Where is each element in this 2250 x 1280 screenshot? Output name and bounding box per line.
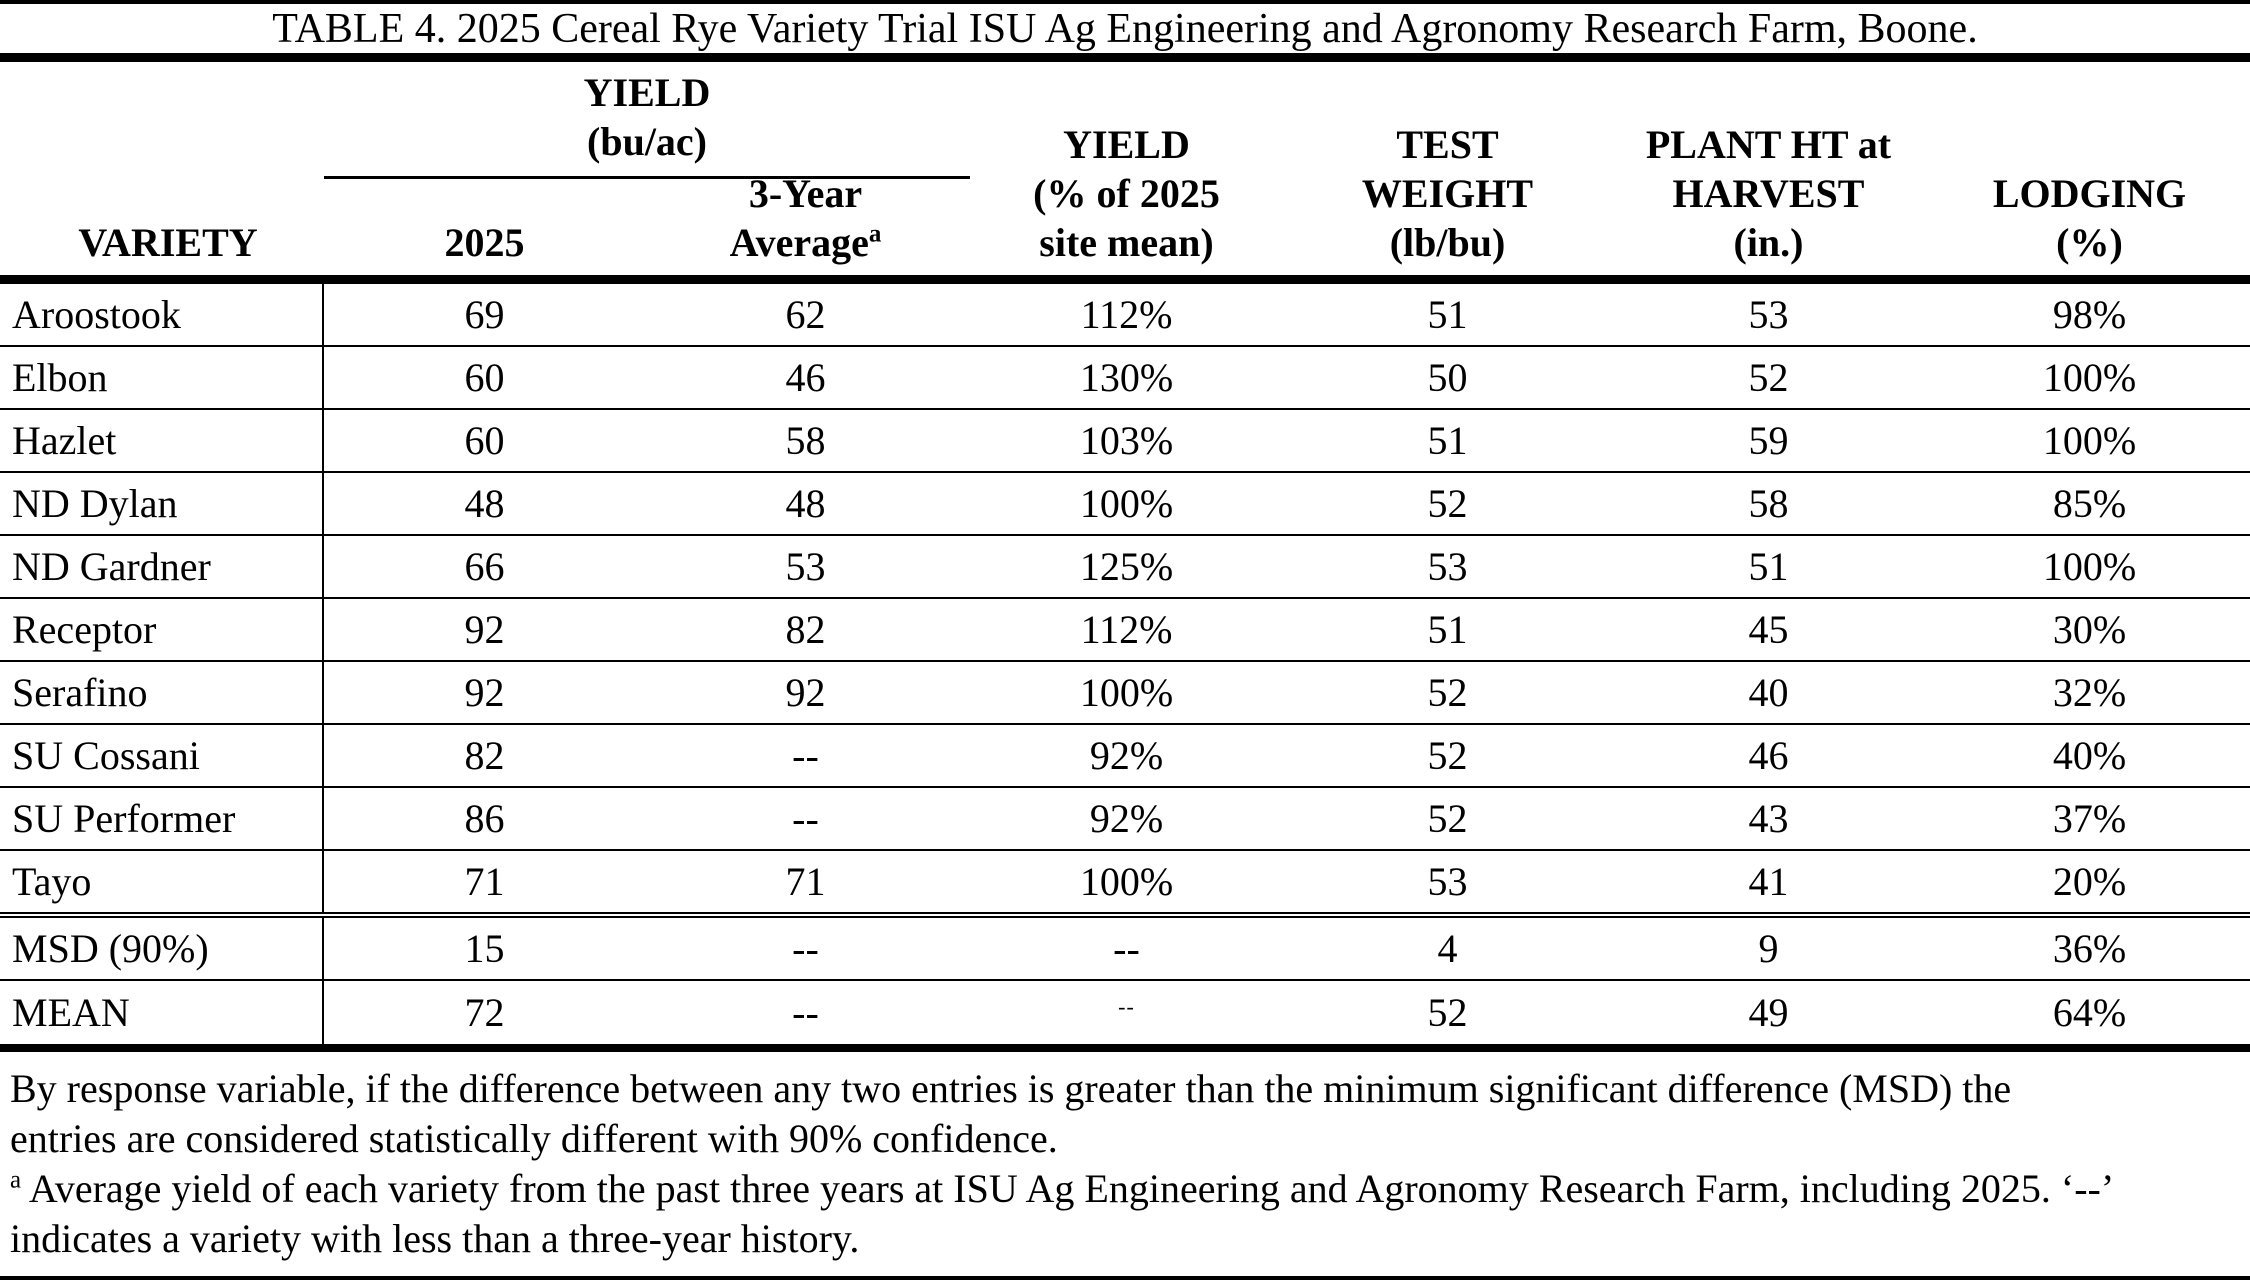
footnote-marker-a: a xyxy=(10,1166,22,1194)
cell-plant-ht: 45 xyxy=(1748,607,1789,652)
cell-yield-3yr: 58 xyxy=(785,418,826,463)
table-row-aroostook xyxy=(0,284,2250,345)
cell-yield-pct: 112% xyxy=(1080,292,1173,337)
cell-test-weight: 52 xyxy=(1427,481,1468,526)
cell-yield-2025: 48 xyxy=(464,481,505,526)
column-header-yield-pct: YIELD (% of 2025 site mean) xyxy=(1033,122,1220,265)
cell-test-weight: 52 xyxy=(1427,670,1468,715)
msd-footnote-line1: By response variable, if the difference between any two entries is greater than the minimum significant difference (MSD) the xyxy=(10,1066,2012,1111)
cell-yield-pct: -- xyxy=(1118,994,1135,1019)
column-header-yield-3yr: 3-Year Average$^a$ xyxy=(729,171,882,265)
cell-yield-2025: 92 xyxy=(464,670,505,715)
msd-footnote-line2: entries are considered statistically different with 90% confidence. xyxy=(10,1116,1058,1161)
footnote-marker-a: a xyxy=(868,220,882,248)
cell-lodging: 32% xyxy=(2052,670,2127,715)
cell-variety: MSD (90%) xyxy=(0,918,324,979)
cell-lodging: 100% xyxy=(2042,355,2137,400)
cell-yield-2025: 60 xyxy=(464,418,505,463)
cell-lodging: 20% xyxy=(2052,859,2127,904)
cell-plant-ht: 52 xyxy=(1748,355,1789,400)
cell-lodging: 100% xyxy=(2042,544,2137,589)
cell-variety: Aroostook xyxy=(0,284,324,345)
cell-plant-ht: 41 xyxy=(1748,859,1789,904)
cell-plant-ht: 43 xyxy=(1748,796,1789,841)
cell-variety: Tayo xyxy=(0,851,324,912)
cell-plant-ht: 51 xyxy=(1748,544,1789,589)
cell-yield-3yr: 62 xyxy=(785,292,826,337)
avg-footnote-line2: indicates a variety with less than a three-year history. xyxy=(10,1216,860,1261)
cell-test-weight: 50 xyxy=(1427,355,1468,400)
column-header-variety: VARIETY xyxy=(78,220,258,265)
cell-test-weight: 52 xyxy=(1427,733,1468,778)
cell-plant-ht: 46 xyxy=(1748,733,1789,778)
cell-yield-pct: 125% xyxy=(1079,544,1174,589)
cell-test-weight: 53 xyxy=(1427,544,1468,589)
cell-yield-3yr: 53 xyxy=(785,544,826,589)
cell-test-weight: 4 xyxy=(1437,926,1458,971)
cell-yield-3yr: 92 xyxy=(785,670,826,715)
cell-yield-2025: 15 xyxy=(464,926,505,971)
cell-yield-2025: 66 xyxy=(464,544,505,589)
cell-test-weight: 51 xyxy=(1427,607,1468,652)
group-header-line1: YIELD xyxy=(583,70,711,115)
table-title-text: TABLE 4. 2025 Cereal Rye Variety Trial ISU Ag Engineering and Agronomy Research Farm, Boone. xyxy=(272,5,1978,52)
cell-plant-ht: 49 xyxy=(1748,990,1789,1035)
cell-yield-3yr: -- xyxy=(792,796,819,841)
cell-yield-pct: -- xyxy=(1113,926,1140,971)
table-row-mean xyxy=(0,979,2250,1044)
cell-variety: Elbon xyxy=(0,347,324,408)
cell-variety: MEAN xyxy=(0,981,324,1044)
cell-variety: Hazlet xyxy=(0,410,324,471)
cell-plant-ht: 53 xyxy=(1748,292,1789,337)
cell-lodging: 98% xyxy=(2052,292,2127,337)
cell-lodging: 37% xyxy=(2052,796,2127,841)
cell-plant-ht: 9 xyxy=(1758,926,1779,971)
table-row-su-performer xyxy=(0,786,2250,849)
cell-test-weight: 52 xyxy=(1427,990,1468,1035)
cell-lodging: 100% xyxy=(2042,418,2137,463)
cell-yield-2025: 60 xyxy=(464,355,505,400)
column-header-yield-2025: 2025 xyxy=(444,220,525,265)
table-body xyxy=(0,284,2250,1052)
cell-yield-pct: 92% xyxy=(1089,796,1164,841)
cell-yield-pct: 100% xyxy=(1079,481,1174,526)
table-footnotes xyxy=(0,1052,2250,1264)
cell-yield-2025: 71 xyxy=(464,859,505,904)
cell-yield-2025: 92 xyxy=(464,607,505,652)
cell-yield-pct: 130% xyxy=(1079,355,1174,400)
cell-yield-2025: 82 xyxy=(464,733,505,778)
cell-plant-ht: 58 xyxy=(1748,481,1789,526)
cell-lodging: 64% xyxy=(2052,990,2127,1035)
cell-variety: SU Performer xyxy=(0,788,324,849)
table-row-hazlet xyxy=(0,408,2250,471)
cell-test-weight: 53 xyxy=(1427,859,1468,904)
column-group-yield-buac xyxy=(324,68,970,179)
table-row-tayo xyxy=(0,849,2250,912)
group-header-line2: (bu/ac) xyxy=(587,119,707,164)
table-row-nd-dylan xyxy=(0,471,2250,534)
cell-test-weight: 51 xyxy=(1427,418,1468,463)
cell-yield-2025: 72 xyxy=(464,990,505,1035)
cell-yield-3yr: 46 xyxy=(785,355,826,400)
cell-plant-ht: 59 xyxy=(1748,418,1789,463)
table-row-serafino xyxy=(0,660,2250,723)
table-row-nd-gardner xyxy=(0,534,2250,597)
table-row-msd xyxy=(0,912,2250,979)
cell-plant-ht: 40 xyxy=(1748,670,1789,715)
cell-test-weight: 52 xyxy=(1427,796,1468,841)
cell-yield-pct: 112% xyxy=(1080,607,1173,652)
table-header-row xyxy=(0,62,2250,284)
cell-variety: ND Dylan xyxy=(0,473,324,534)
cell-yield-pct: 103% xyxy=(1079,418,1174,463)
column-header-lodging: LODGING (%) xyxy=(1992,171,2187,265)
cell-yield-pct: 100% xyxy=(1079,859,1174,904)
cell-yield-3yr: 82 xyxy=(785,607,826,652)
table-row-receptor xyxy=(0,597,2250,660)
cell-variety: Receptor xyxy=(0,599,324,660)
column-header-test-weight: TEST WEIGHT (lb/bu) xyxy=(1361,122,1534,265)
table-row-elbon xyxy=(0,345,2250,408)
column-header-plant-ht: PLANT HT at HARVEST (in.) xyxy=(1645,122,1892,265)
cell-yield-3yr: -- xyxy=(792,990,819,1035)
cell-yield-3yr: -- xyxy=(792,733,819,778)
cell-lodging: 85% xyxy=(2052,481,2127,526)
cell-yield-3yr: 48 xyxy=(785,481,826,526)
cell-yield-3yr: -- xyxy=(792,926,819,971)
cell-variety: Serafino xyxy=(0,662,324,723)
cell-test-weight: 51 xyxy=(1427,292,1468,337)
cell-yield-2025: 69 xyxy=(464,292,505,337)
table-title xyxy=(0,4,2250,62)
cell-lodging: 40% xyxy=(2052,733,2127,778)
cell-yield-pct: 92% xyxy=(1089,733,1164,778)
cell-yield-3yr: 71 xyxy=(785,859,826,904)
avg-footnote-line1: $^a$ Average yield of each variety from the past three years at ISU Ag Engineering and Agronomy Research Farm, including 2025. ‘--’ xyxy=(10,1166,2115,1211)
cell-yield-pct: 100% xyxy=(1079,670,1174,715)
cell-variety: SU Cossani xyxy=(0,725,324,786)
cell-yield-2025: 86 xyxy=(464,796,505,841)
cell-variety: ND Gardner xyxy=(0,536,324,597)
cell-lodging: 36% xyxy=(2052,926,2127,971)
table-row-su-cossani xyxy=(0,723,2250,786)
cell-lodging: 30% xyxy=(2052,607,2127,652)
